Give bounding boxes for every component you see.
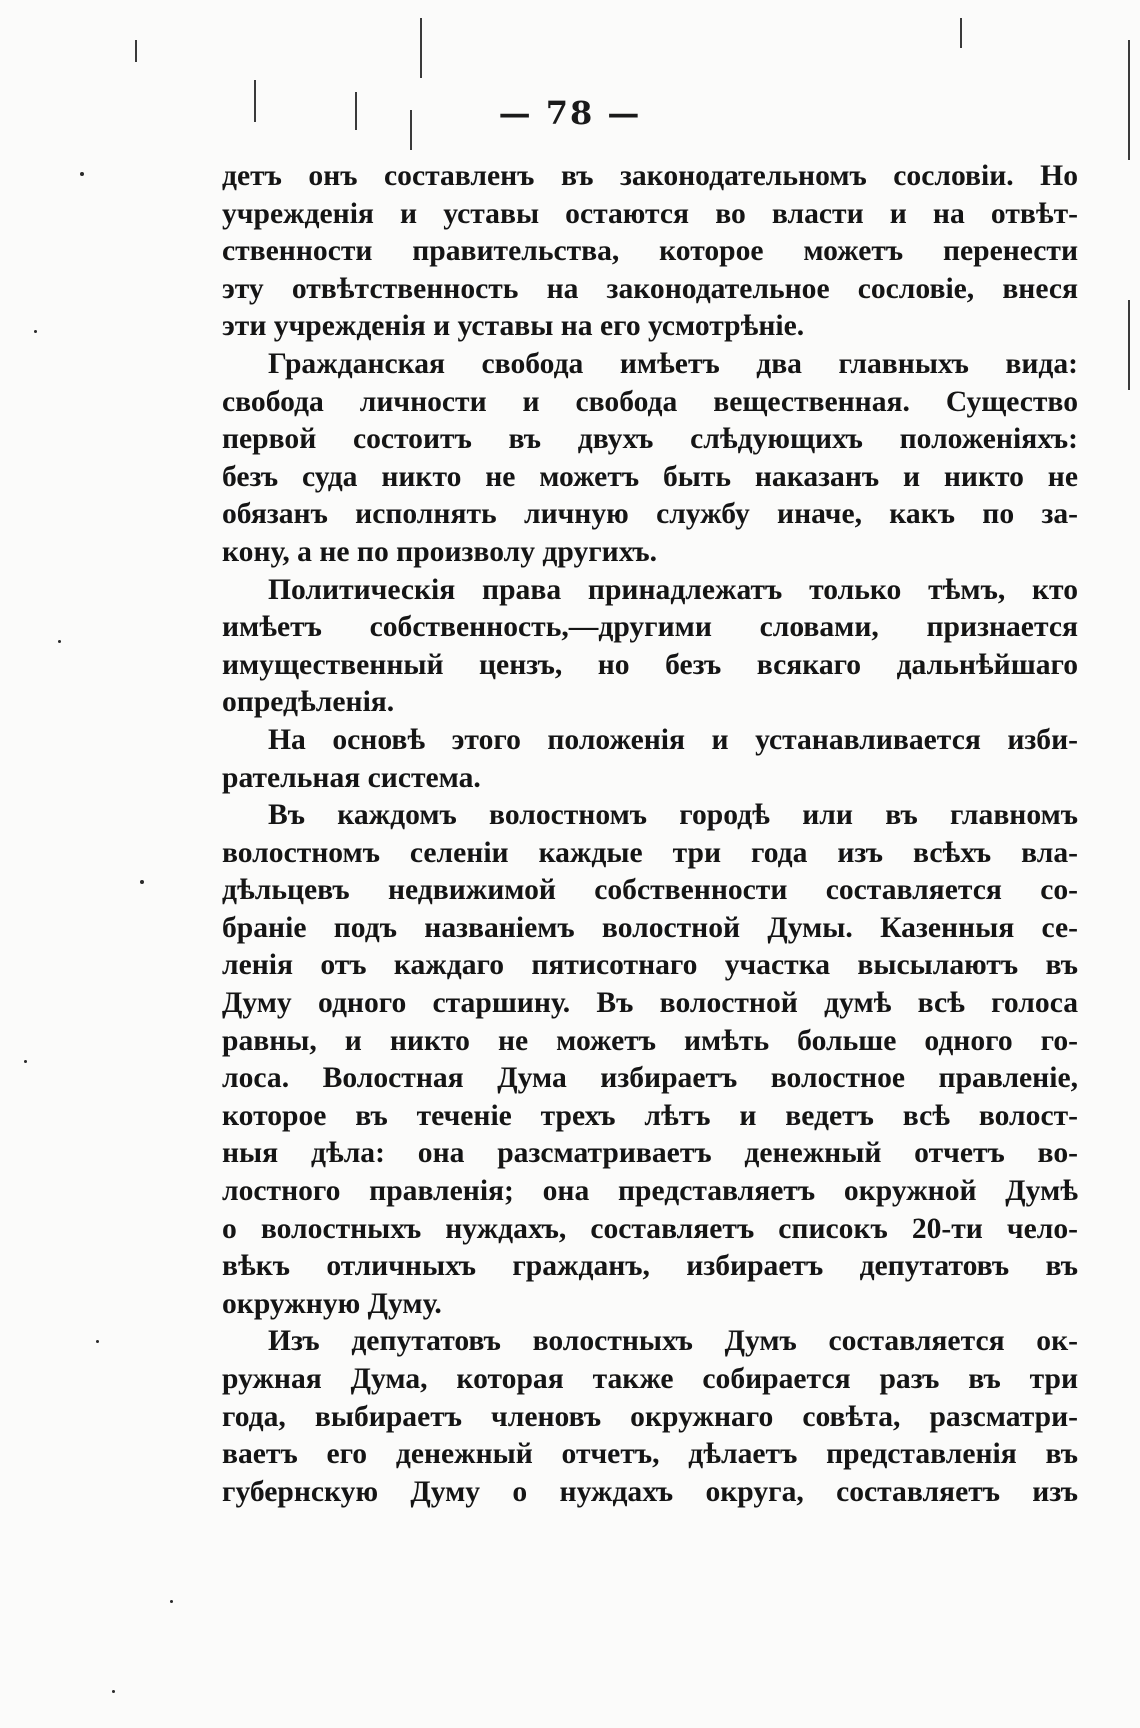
text-line: эту отвѣтственность на законодательное сословіе, внеся [222,272,1078,305]
text-line: ваетъ его денежный отчетъ, дѣлаетъ представленія въ [222,1438,1078,1471]
paragraph [222,797,1078,1323]
text-line: Политическія права принадлежатъ только тѣмъ, кто [268,573,1078,606]
text-line: волостномъ селеніи каждые три года изъ всѣхъ вла- [222,836,1078,869]
paragraph [222,572,1078,722]
text-line: губернскую Думу о нуждахъ округа, составляетъ изъ [222,1475,1078,1508]
text-line: Изъ депутатовъ волостныхъ Думъ составляется ок- [268,1325,1078,1358]
scan-speck [24,1060,27,1063]
text-line: детъ онъ составленъ въ законодательномъ сословіи. Но [222,160,1078,192]
text-line: Думу одного старшину. Въ волостной думѣ всѣ голоса [222,987,1078,1020]
scan-speck [58,640,61,643]
scan-speck [112,1690,115,1693]
text-line: На основѣ этого положенія и устанавливается изби- [268,723,1078,756]
paragraph [222,346,1078,572]
text-line: ленія отъ каждаго пятисотнаго участка высылаютъ въ [222,949,1078,982]
scan-speck [80,172,84,176]
text-line: безъ суда никто не можетъ быть наказанъ и никто не [222,460,1078,493]
text-line: эти учрежденія и уставы на его усмотрѣніе. [222,310,805,343]
paragraph [222,158,1078,346]
text-line: которое въ теченіе трехъ лѣтъ и ведетъ всѣ волост- [222,1099,1078,1132]
text-line: ружная Дума, которая также собирается разъ въ три [222,1363,1078,1395]
text-line: ственности правительства, которое можетъ перенести [222,235,1078,268]
text-line: кону, а не по произволу другихъ. [222,535,658,568]
text-line: браніе подъ названіемъ волостной Думы. Казенныя се- [222,911,1078,944]
text-line: лостного правленія; она представляетъ окружной Думѣ [222,1175,1078,1208]
scan-speck [34,330,37,333]
text-line: Гражданская свобода имѣетъ два главныхъ вида: [268,347,1078,380]
text-line: Въ каждомъ волостномъ городѣ или въ главномъ [268,799,1078,832]
text-line: равны, и никто не можетъ имѣть больше одного го- [222,1024,1078,1057]
text-line: учрежденія и уставы остаются во власти и на отвѣт- [222,197,1078,230]
text-line: ныя дѣла: она разсматриваетъ денежный отчетъ во- [222,1137,1078,1170]
text-line: рательная система. [222,761,481,794]
scan-speck [170,1600,173,1603]
text-line: опредѣленія. [222,686,395,719]
text-line: о волостныхъ нуждахъ, составляетъ списокъ 20-ти чело- [222,1212,1078,1245]
text-line: окружную Думу. [222,1287,442,1320]
text-line: первой состоитъ въ двухъ слѣдующихъ положеніяхъ: [222,423,1078,456]
paragraph [222,1323,1078,1511]
scan-speck [96,1340,99,1343]
scan-edge-mark [960,18,962,48]
body-text [222,158,1078,1511]
text-line: года, выбираетъ членовъ окружнаго совѣта, разсматри- [222,1400,1078,1433]
text-line: имущественный цензъ, но безъ всякаго дальнѣйшаго [222,648,1078,681]
page-number: — 78 — [498,94,642,132]
text-line: обязанъ исполнять личную службу иначе, какъ по за- [222,498,1078,531]
scan-edge-mark [420,18,422,78]
text-line: лоса. Волостная Дума избираетъ волостное правленіе, [222,1062,1078,1095]
text-line: вѣкъ отличныхъ гражданъ, избираетъ депутатовъ въ [222,1250,1078,1283]
text-line: имѣетъ собственность,—другими словами, признается [222,611,1078,644]
paragraph [222,722,1078,797]
scan-edge-mark [1128,300,1130,390]
scan-edge-mark [135,40,137,62]
scan-speck [140,880,144,884]
text-line: дѣльцевъ недвижимой собственности составляется со- [222,874,1078,907]
text-line: свобода личности и свобода вещественная. Существо [222,385,1078,418]
